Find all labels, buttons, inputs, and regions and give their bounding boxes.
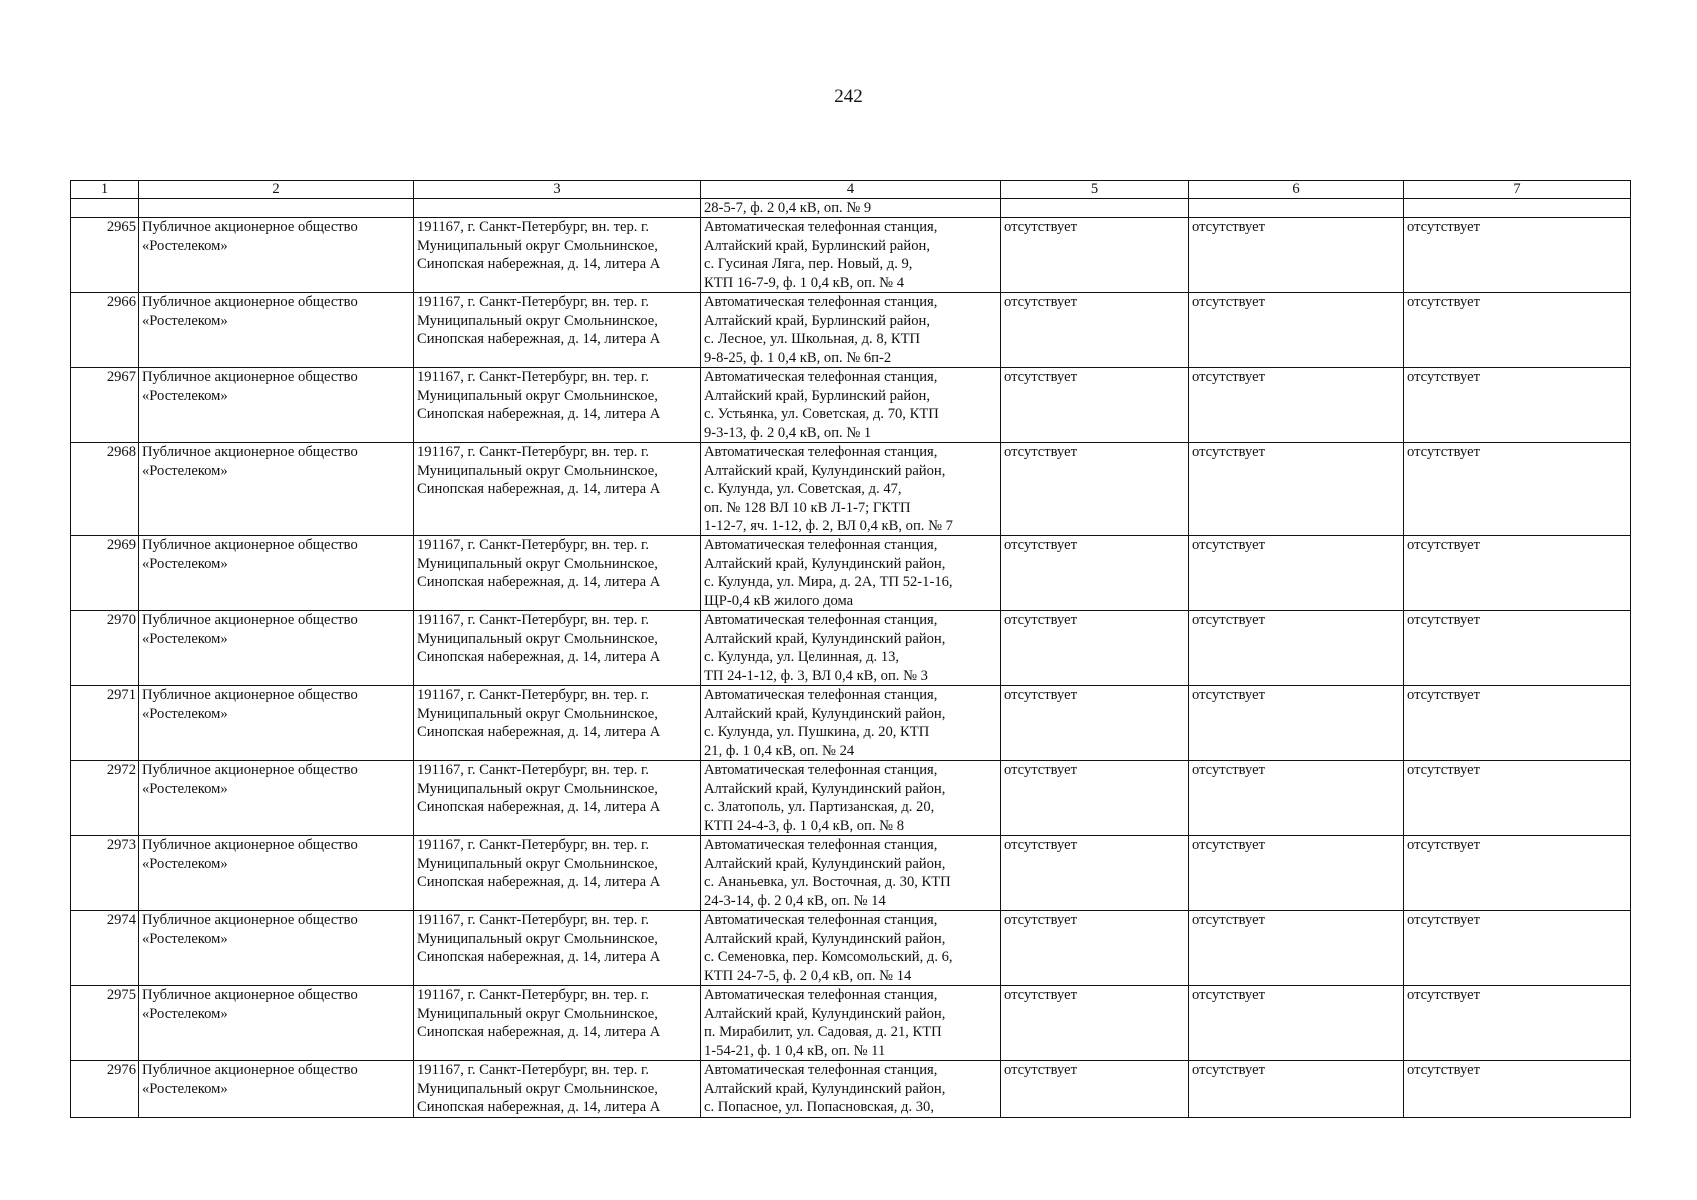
cell-line: Алтайский край, Бурлинский район,: [704, 312, 930, 329]
cell-line: 191167, г. Санкт-Петербург, вн. тер. г.: [417, 837, 650, 854]
cell-organization: [139, 761, 414, 836]
cell-line: Публичное акционерное общество: [142, 612, 358, 629]
cell-line: Публичное акционерное общество: [142, 537, 358, 554]
cell-line: «Ростелеком»: [142, 312, 228, 329]
cell-line: Синопская набережная, д. 14, литера А: [417, 649, 661, 666]
cell-line: Алтайский край, Кулундинский район,: [704, 1080, 946, 1097]
cell-line: Алтайский край, Кулундинский район,: [704, 630, 946, 647]
cell-organization: [139, 536, 414, 611]
cell-line: ЩР-0,4 кВ жилого дома: [704, 592, 854, 609]
cell-line: с. Кулунда, ул. Пушкина, д. 20, КТП: [704, 724, 930, 741]
table-row: [71, 293, 1631, 368]
cell-organization: [139, 836, 414, 911]
cell-line: с. Попасное, ул. Попасновская, д. 30,: [704, 1099, 934, 1116]
cell-line: Муниципальный округ Смольнинское,: [417, 1080, 658, 1097]
table-row: [71, 443, 1631, 536]
cell-line: 191167, г. Санкт-Петербург, вн. тер. г.: [417, 537, 650, 554]
cell-line: 1-12-7, яч. 1-12, ф. 2, ВЛ 0,4 кВ, оп. № 7: [704, 518, 953, 535]
cell-line: Муниципальный округ Смольнинское,: [417, 237, 658, 254]
cell-line: с. Ананьевка, ул. Восточная, д. 30, КТП: [704, 874, 951, 891]
cell-object: [701, 1061, 1001, 1118]
cell-col-7: отсутствует: [1404, 218, 1631, 293]
header-col-1: 1: [71, 181, 139, 199]
cell-col-5: отсутствует: [1001, 611, 1189, 686]
cell-address: [414, 293, 701, 368]
cell-line: 191167, г. Санкт-Петербург, вн. тер. г.: [417, 1062, 650, 1079]
cell-line: Синопская набережная, д. 14, литера А: [417, 724, 661, 741]
cell: [71, 199, 139, 218]
cell-line: Синопская набережная, д. 14, литера А: [417, 256, 661, 273]
cell-object: [701, 443, 1001, 536]
header-col-5: 5: [1001, 181, 1189, 199]
cell-address: [414, 611, 701, 686]
cell-col-6: отсутствует: [1189, 443, 1404, 536]
cell-line: Автоматическая телефонная станция,: [704, 987, 938, 1004]
cell-row-number: 2971: [71, 686, 139, 761]
registry-table-wrapper: [70, 180, 1631, 1118]
cell-line: Публичное акционерное общество: [142, 687, 358, 704]
cell-line: Синопская набережная, д. 14, литера А: [417, 481, 661, 498]
cell-line: оп. № 128 ВЛ 10 кВ Л-1-7; ГКТП: [704, 499, 911, 516]
cell-row-number: 2965: [71, 218, 139, 293]
cell-line: Автоматическая телефонная станция,: [704, 612, 938, 629]
cell-col-6: отсутствует: [1189, 686, 1404, 761]
cell-line: 9-3-13, ф. 2 0,4 кВ, оп. № 1: [704, 424, 872, 441]
cell-line: с. Лесное, ул. Школьная, д. 8, КТП: [704, 331, 921, 348]
cell-line: Автоматическая телефонная станция,: [704, 294, 938, 311]
cell-line: 21, ф. 1 0,4 кВ, оп. № 24: [704, 742, 855, 759]
cell-line: 191167, г. Санкт-Петербург, вн. тер. г.: [417, 294, 650, 311]
cell-row-number: 2976: [71, 1061, 139, 1118]
cell-address: [414, 443, 701, 536]
cell-col-6: отсутствует: [1189, 368, 1404, 443]
cell-col-7: отсутствует: [1404, 686, 1631, 761]
cell-row-number: 2975: [71, 986, 139, 1061]
cell-line: «Ростелеком»: [142, 930, 228, 947]
table-row: [71, 1061, 1631, 1118]
cell-line: Автоматическая телефонная станция,: [704, 369, 938, 386]
cell-line: «Ростелеком»: [142, 387, 228, 404]
header-col-6: 6: [1189, 181, 1404, 199]
cell-line: с. Кулунда, ул. Советская, д. 47,: [704, 481, 902, 498]
table-row: [71, 611, 1631, 686]
cell-line: Синопская набережная, д. 14, литера А: [417, 799, 661, 816]
cell-line: «Ростелеком»: [142, 462, 228, 479]
cell-line: «Ростелеком»: [142, 555, 228, 572]
cell-object: [701, 611, 1001, 686]
table-row: [71, 911, 1631, 986]
cell-line: Алтайский край, Бурлинский район,: [704, 387, 930, 404]
cell-line: с. Златополь, ул. Партизанская, д. 20,: [704, 799, 935, 816]
cell-line: Автоматическая телефонная станция,: [704, 444, 938, 461]
cell-line: с. Гусиная Ляга, пер. Новый, д. 9,: [704, 256, 913, 273]
cell-col-5: отсутствует: [1001, 761, 1189, 836]
cell-line: 191167, г. Санкт-Петербург, вн. тер. г.: [417, 369, 650, 386]
cell-line: 191167, г. Санкт-Петербург, вн. тер. г.: [417, 762, 650, 779]
cell-col-6: отсутствует: [1189, 536, 1404, 611]
cell-line: «Ростелеком»: [142, 1080, 228, 1097]
cell-col-5: отсутствует: [1001, 986, 1189, 1061]
cell-line: 9-8-25, ф. 1 0,4 кВ, оп. № 6п-2: [704, 349, 892, 366]
cell-line: 191167, г. Санкт-Петербург, вн. тер. г.: [417, 987, 650, 1004]
cell-line: Публичное акционерное общество: [142, 837, 358, 854]
cell-line: Алтайский край, Кулундинский район,: [704, 705, 946, 722]
header-col-4: 4: [701, 181, 1001, 199]
cell-object: [701, 368, 1001, 443]
cell-line: 191167, г. Санкт-Петербург, вн. тер. г.: [417, 612, 650, 629]
table-row: [71, 686, 1631, 761]
cell-col-5: отсутствует: [1001, 443, 1189, 536]
cell-line: Синопская набережная, д. 14, литера А: [417, 331, 661, 348]
cell-col-6: отсутствует: [1189, 761, 1404, 836]
cell-organization: [139, 686, 414, 761]
cell-address: [414, 761, 701, 836]
cell-address: [414, 218, 701, 293]
cell-col-5: отсутствует: [1001, 836, 1189, 911]
cell-line: Муниципальный округ Смольнинское,: [417, 312, 658, 329]
cell-line: Синопская набережная, д. 14, литера А: [417, 574, 661, 591]
cell-col-5: отсутствует: [1001, 368, 1189, 443]
cell-line: Публичное акционерное общество: [142, 219, 358, 236]
cell-line: Автоматическая телефонная станция,: [704, 687, 938, 704]
cell-line: ТП 24-1-12, ф. 3, ВЛ 0,4 кВ, оп. № 3: [704, 667, 928, 684]
cell-line: 24-3-14, ф. 2 0,4 кВ, оп. № 14: [704, 892, 886, 909]
cell-line: Автоматическая телефонная станция,: [704, 762, 938, 779]
cell-line: «Ростелеком»: [142, 237, 228, 254]
cell-organization: [139, 368, 414, 443]
cell-line: Публичное акционерное общество: [142, 762, 358, 779]
cell-line: «Ростелеком»: [142, 1005, 228, 1022]
cell-col-6: отсутствует: [1189, 611, 1404, 686]
cell-line: Алтайский край, Кулундинский район,: [704, 462, 946, 479]
cell-row-number: 2970: [71, 611, 139, 686]
cell-col-7: отсутствует: [1404, 368, 1631, 443]
cell-line: Публичное акционерное общество: [142, 912, 358, 929]
cell: [1001, 199, 1189, 218]
cell-col-6: отсутствует: [1189, 218, 1404, 293]
cell-col-7: отсутствует: [1404, 443, 1631, 536]
header-col-2: 2: [139, 181, 414, 199]
cell-line: Алтайский край, Кулундинский район,: [704, 555, 946, 572]
page-number: 242: [834, 86, 863, 107]
cell-col-6: отсутствует: [1189, 911, 1404, 986]
cell-line: Муниципальный округ Смольнинское,: [417, 780, 658, 797]
cell-line: Алтайский край, Кулундинский район,: [704, 1005, 946, 1022]
cell-line: Синопская набережная, д. 14, литера А: [417, 949, 661, 966]
cell-col-5: отсутствует: [1001, 536, 1189, 611]
cell-organization: [139, 611, 414, 686]
cell-line: Алтайский край, Кулундинский район,: [704, 930, 946, 947]
cell-object: [701, 836, 1001, 911]
cell-col-5: отсутствует: [1001, 686, 1189, 761]
cell-line: Муниципальный округ Смольнинское,: [417, 705, 658, 722]
cell-object: [701, 986, 1001, 1061]
cell-line: с. Устьянка, ул. Советская, д. 70, КТП: [704, 406, 939, 423]
cell-organization: [139, 218, 414, 293]
cell-line: 1-54-21, ф. 1 0,4 кВ, оп. № 11: [704, 1042, 886, 1059]
cell-address: [414, 911, 701, 986]
cell-line: Синопская набережная, д. 14, литера А: [417, 1024, 661, 1041]
cell-address: [414, 1061, 701, 1118]
cell-line: «Ростелеком»: [142, 780, 228, 797]
cell-col-6: отсутствует: [1189, 836, 1404, 911]
cell-line: Публичное акционерное общество: [142, 1062, 358, 1079]
cell-col-7: отсутствует: [1404, 611, 1631, 686]
cell-line: Муниципальный округ Смольнинское,: [417, 462, 658, 479]
cell-col-7: отсутствует: [1404, 536, 1631, 611]
cell-row-number: 2968: [71, 443, 139, 536]
cell-col-5: отсутствует: [1001, 218, 1189, 293]
table-row: [71, 986, 1631, 1061]
cell-col-7: отсутствует: [1404, 761, 1631, 836]
cell-col-5: отсутствует: [1001, 911, 1189, 986]
cell-line: 191167, г. Санкт-Петербург, вн. тер. г.: [417, 687, 650, 704]
cell-col-7: отсутствует: [1404, 293, 1631, 368]
cell-line: «Ростелеком»: [142, 705, 228, 722]
cell-object: [701, 218, 1001, 293]
cell-line: Автоматическая телефонная станция,: [704, 837, 938, 854]
cell-line: Алтайский край, Бурлинский район,: [704, 237, 930, 254]
column-number-header: [71, 181, 1631, 199]
header-col-7: 7: [1404, 181, 1631, 199]
cell-line: Автоматическая телефонная станция,: [704, 912, 938, 929]
cell-object: [701, 536, 1001, 611]
cell-row-number: 2972: [71, 761, 139, 836]
cell-row-number: 2967: [71, 368, 139, 443]
cell-line: Публичное акционерное общество: [142, 369, 358, 386]
cell-col-5: отсутствует: [1001, 293, 1189, 368]
cell-line: Публичное акционерное общество: [142, 987, 358, 1004]
cell-line: «Ростелеком»: [142, 855, 228, 872]
cell: [1404, 199, 1631, 218]
cell-line: Автоматическая телефонная станция,: [704, 537, 938, 554]
cell-address: [414, 536, 701, 611]
cell-line: Автоматическая телефонная станция,: [704, 1062, 938, 1079]
cell-col-7: отсутствует: [1404, 986, 1631, 1061]
table-row: [71, 836, 1631, 911]
table-row: [71, 536, 1631, 611]
cell-line: с. Кулунда, ул. Целинная, д. 13,: [704, 649, 900, 666]
cell-col-6: отсутствует: [1189, 1061, 1404, 1118]
cell-line: КТП 16-7-9, ф. 1 0,4 кВ, оп. № 4: [704, 274, 905, 291]
cell-object: 28-5-7, ф. 2 0,4 кВ, оп. № 9: [701, 199, 1001, 218]
cell-object: [701, 911, 1001, 986]
cell-col-7: отсутствует: [1404, 836, 1631, 911]
cell-line: КТП 24-7-5, ф. 2 0,4 кВ, оп. № 14: [704, 967, 912, 984]
cell-col-5: отсутствует: [1001, 1061, 1189, 1118]
cell-organization: [139, 293, 414, 368]
cell-line: Муниципальный округ Смольнинское,: [417, 855, 658, 872]
cell-line: Муниципальный округ Смольнинское,: [417, 1005, 658, 1022]
table-row: [71, 761, 1631, 836]
cell-line: Синопская набережная, д. 14, литера А: [417, 874, 661, 891]
cell-line: Автоматическая телефонная станция,: [704, 219, 938, 236]
cell-line: 191167, г. Санкт-Петербург, вн. тер. г.: [417, 219, 650, 236]
cell-line: 191167, г. Санкт-Петербург, вн. тер. г.: [417, 912, 650, 929]
table-row: [71, 218, 1631, 293]
cell-line: Синопская набережная, д. 14, литера А: [417, 1099, 661, 1116]
cell-address: [414, 986, 701, 1061]
cell-organization: [139, 1061, 414, 1118]
cell-line: Синопская набережная, д. 14, литера А: [417, 406, 661, 423]
registry-table: [70, 180, 1631, 1118]
cell-organization: [139, 986, 414, 1061]
continuation-row: [71, 199, 1631, 218]
cell-line: КТП 24-4-3, ф. 1 0,4 кВ, оп. № 8: [704, 817, 905, 834]
cell-col-7: отсутствует: [1404, 911, 1631, 986]
cell-line: Алтайский край, Кулундинский район,: [704, 780, 946, 797]
cell-object: [701, 293, 1001, 368]
cell: [139, 199, 414, 218]
cell-col-6: отсутствует: [1189, 293, 1404, 368]
cell-line: Муниципальный округ Смольнинское,: [417, 930, 658, 947]
cell-line: Муниципальный округ Смольнинское,: [417, 630, 658, 647]
cell-row-number: 2966: [71, 293, 139, 368]
cell-line: Публичное акционерное общество: [142, 444, 358, 461]
cell-address: [414, 686, 701, 761]
cell-line: «Ростелеком»: [142, 630, 228, 647]
cell-line: Муниципальный округ Смольнинское,: [417, 387, 658, 404]
cell-col-7: отсутствует: [1404, 1061, 1631, 1118]
cell: [414, 199, 701, 218]
cell-row-number: 2973: [71, 836, 139, 911]
header-col-3: 3: [414, 181, 701, 199]
cell-line: Публичное акционерное общество: [142, 294, 358, 311]
cell-organization: [139, 911, 414, 986]
cell: [1189, 199, 1404, 218]
cell-row-number: 2969: [71, 536, 139, 611]
cell-line: Муниципальный округ Смольнинское,: [417, 555, 658, 572]
cell-line: с. Кулунда, ул. Мира, д. 2А, ТП 52-1-16,: [704, 574, 953, 591]
table-row: [71, 368, 1631, 443]
cell-address: [414, 836, 701, 911]
cell-object: [701, 686, 1001, 761]
cell-address: [414, 368, 701, 443]
cell-line: Алтайский край, Кулундинский район,: [704, 855, 946, 872]
cell-line: п. Мирабилит, ул. Садовая, д. 21, КТП: [704, 1024, 942, 1041]
cell-col-6: отсутствует: [1189, 986, 1404, 1061]
cell-row-number: 2974: [71, 911, 139, 986]
cell-line: 191167, г. Санкт-Петербург, вн. тер. г.: [417, 444, 650, 461]
cell-line: с. Семеновка, пер. Комсомольский, д. 6,: [704, 949, 953, 966]
cell-object: [701, 761, 1001, 836]
cell-organization: [139, 443, 414, 536]
